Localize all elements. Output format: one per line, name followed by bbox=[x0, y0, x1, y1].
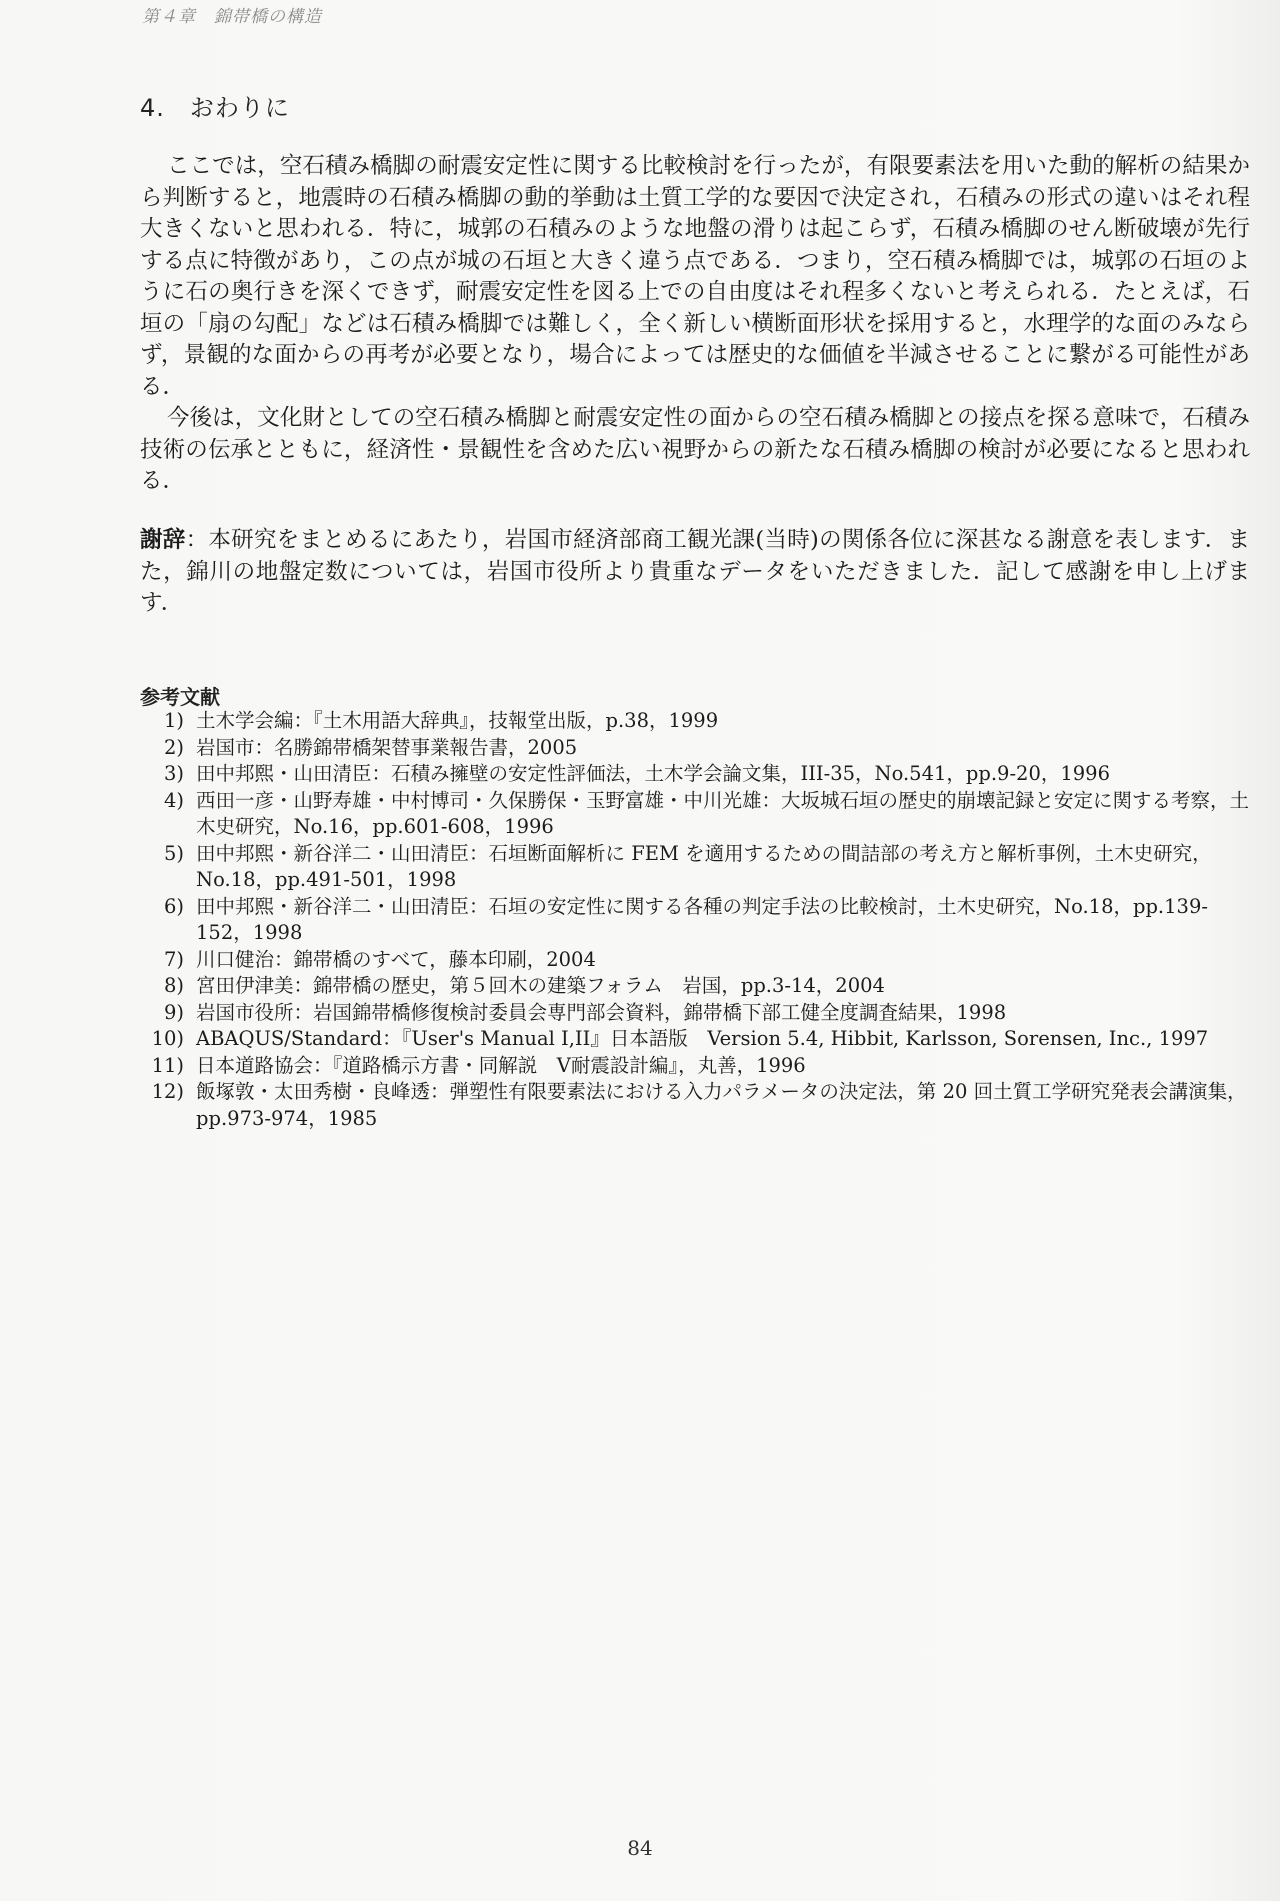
running-header: 第４章 錦帯橋の構造 bbox=[142, 7, 322, 27]
paragraph: ここでは，空石積み橋脚の耐震安定性に関する比較検討を行ったが，有限要素法を用いた動的解析の結果から判断すると，地震時の石積み橋脚の動的挙動は土質工学的な要因で決定され，石積みの形式の違いはそれ程大きくないと思われる．特に，城郭の石積みのような地盤の滑りは起こらず，石積み橋脚のせん断破壊が先行する点に特徴があり，この点が城の石垣と大きく違う点である．つまり，空石積み橋脚では，城郭の石垣のように石の奥行きを深くできず，耐震安定性を図る上での自由度はそれ程多くないと考えられる．たとえば，石垣の「扇の勾配」などは石積み橋脚では難しく，全く新しい横断面形状を採用すると，水理学的な面のみならず，景観的な面からの再考が必要となり，場合によっては歴史的な価値を半減させることに繋がる可能性がある． bbox=[140, 153, 1250, 400]
reference-number: 7) bbox=[163, 947, 184, 971]
reference-item bbox=[140, 841, 1252, 894]
reference-list bbox=[140, 708, 1252, 1132]
section-title: 4. おわりに bbox=[140, 94, 290, 122]
reference-item bbox=[140, 735, 1252, 762]
reference-text: ABAQUS/Standard：『User's Manual I,II』日本語版 Version 5.4, Hibbit, Karlsson, Sorensen, Inc., 1997 bbox=[196, 1027, 1209, 1050]
reference-number: 9) bbox=[163, 1000, 184, 1024]
reference-text: 岩国市役所：岩国錦帯橋修復検討委員会専門部会資料，錦帯橋下部工健全度調査結果，1998 bbox=[196, 1000, 1007, 1024]
reference-item bbox=[140, 947, 1252, 974]
reference-item bbox=[140, 973, 1252, 1000]
reference-text: 宮田伊津美：錦帯橋の歴史，第５回木の建築フォラム 岩国，pp.3-14，2004 bbox=[196, 974, 885, 997]
reference-item bbox=[140, 1026, 1252, 1053]
reference-number: 2) bbox=[163, 735, 184, 759]
reference-number: 4) bbox=[163, 788, 184, 812]
acknowledgement-label: 謝辞 bbox=[140, 527, 186, 553]
reference-number: 12) bbox=[151, 1080, 184, 1103]
reference-text: 田中邦熙・新谷洋二・山田清臣：石垣断面解析に FEM を適用するための間詰部の考え方と解析事例，土木史研究，No.18，pp.491-501，1998 bbox=[196, 841, 1212, 891]
acknowledgement-text: ：本研究をまとめるにあたり，岩国市経済部商工観光課(当時)の関係各位に深甚なる謝意を表します．また，錦川の地盤定数については，岩国市役所より貴重なデータをいただきました．記して感謝を申し上げます． bbox=[140, 527, 1250, 616]
body-text bbox=[140, 151, 1250, 498]
reference-item bbox=[140, 1053, 1252, 1080]
page-number: 84 bbox=[627, 1836, 653, 1860]
reference-number: 8) bbox=[163, 974, 184, 997]
reference-number: 10) bbox=[151, 1027, 184, 1050]
reference-number: 11) bbox=[151, 1053, 184, 1077]
reference-item bbox=[140, 708, 1252, 735]
paragraph: 今後は，文化財としての空石積み橋脚と耐震安定性の面からの空石積み橋脚との接点を探る意味で，石積み技術の伝承とともに，経済性・景観性を含めた広い視野からの新たな石積み橋脚の検討が必要になると思われる． bbox=[140, 405, 1250, 494]
reference-number: 1) bbox=[163, 709, 184, 732]
reference-number: 5) bbox=[163, 841, 184, 865]
reference-item bbox=[140, 788, 1252, 841]
reference-item bbox=[140, 894, 1252, 947]
reference-item bbox=[140, 1079, 1252, 1132]
reference-text: 土木学会編：『土木用語大辞典』，技報堂出版，p.38，1999 bbox=[196, 709, 719, 732]
reference-text: 西田一彦・山野寿雄・中村博司・久保勝保・玉野富雄・中川光雄：大坂城石垣の歴史的崩壊記録と安定に関する考察，土木史研究，No.16，pp.601-608，1996 bbox=[196, 788, 1250, 838]
reference-text: 日本道路協会：『道路橋示方書・同解説 V耐震設計編』，丸善，1996 bbox=[196, 1053, 806, 1077]
reference-text: 田中邦熙・新谷洋二・山田清臣：石垣の安定性に関する各種の判定手法の比較検討，土木史研究，No.18，pp.139-152，1998 bbox=[196, 894, 1208, 944]
reference-text: 川口健治：錦帯橋のすべて，藤本印刷，2004 bbox=[196, 947, 596, 971]
reference-text: 田中邦熙・山田清臣：石積み擁壁の安定性評価法，土木学会論文集，III-35，No.541，pp.9-20，1996 bbox=[196, 762, 1110, 785]
references-heading: 参考文献 bbox=[140, 685, 220, 709]
reference-text: 岩国市：名勝錦帯橋架替事業報告書，2005 bbox=[196, 735, 578, 759]
acknowledgement bbox=[140, 525, 1250, 620]
reference-text: 飯塚敦・太田秀樹・良峰透：弾塑性有限要素法における入力パラメータの決定法，第 20 回土質工学研究発表会講演集，pp.973-974，1985 bbox=[196, 1080, 1247, 1130]
reference-number: 6) bbox=[163, 894, 184, 918]
reference-item bbox=[140, 1000, 1252, 1027]
reference-item bbox=[140, 761, 1252, 788]
reference-number: 3) bbox=[163, 762, 184, 785]
